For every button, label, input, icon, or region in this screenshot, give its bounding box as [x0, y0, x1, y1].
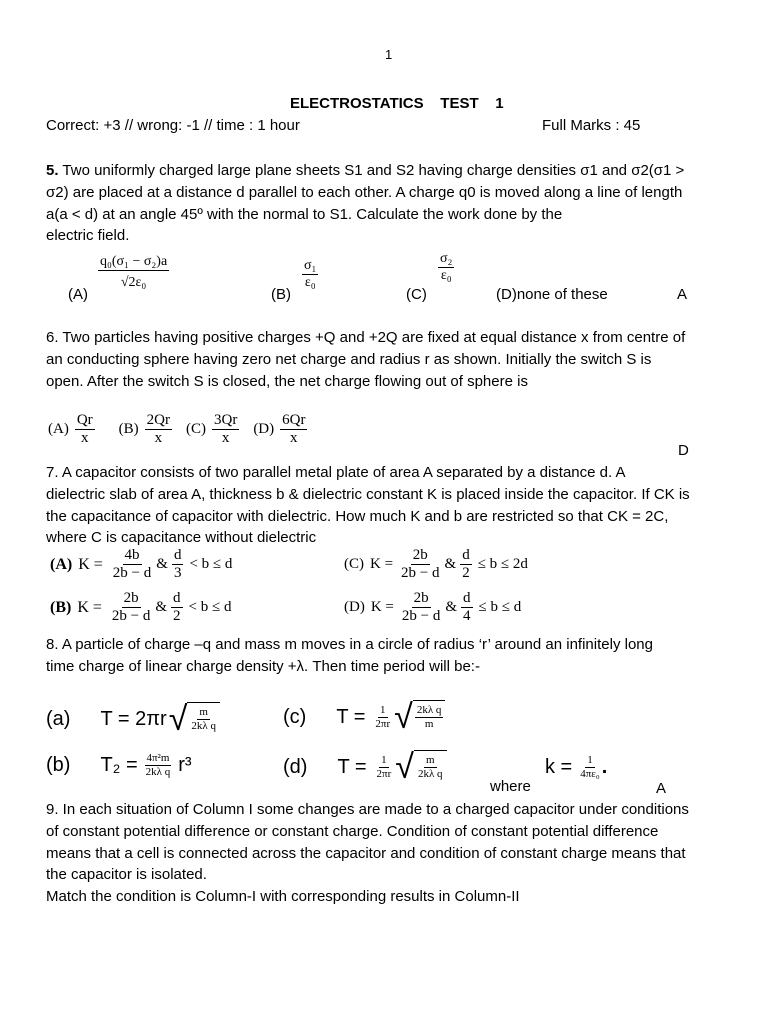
q5-option-a-label: (A) [68, 286, 88, 303]
q7-option-c-k: K = [370, 556, 394, 573]
q5-option-c-label: (C) [406, 286, 427, 303]
question-9 [46, 799, 689, 908]
q7-option-b-cond: < b ≤ d [188, 599, 232, 616]
question-5-number: 5. [46, 162, 59, 179]
sqrt-icon: √ [395, 748, 414, 786]
q8-k-denominator: 4πε₀ [580, 767, 600, 780]
q8-option-a-label: (a) [46, 707, 71, 730]
q8-option-d-denominator: 2kλ q [417, 768, 443, 780]
question-9-line: 9. In each situation of Column I some changes are made to a charged capacitor under conditions [46, 801, 689, 818]
question-6-line: an conducting sphere having zero net charge and radius r as shown. Initially the switch S is [46, 350, 652, 368]
q5-option-a-denominator: √2ε₀ [120, 275, 147, 291]
question-5-line: σ2) are placed at a distance d parallel to each other. A charge q0 is moved along a line of length [46, 183, 683, 201]
q8-option-d-sqrt [395, 750, 446, 784]
q6-options [48, 412, 307, 448]
q8-where: where [490, 778, 531, 795]
q7-option-d-fden: 4 [463, 608, 471, 625]
q7-option-d-label: (D) [344, 599, 365, 616]
question-5-line: a(a < d) at an angle 45º with the normal to S1. Calculate the work done by the [46, 205, 563, 223]
q7-option-c-fnum: d [460, 547, 472, 565]
q7-option-a-label: (A) [50, 555, 73, 573]
question-8 [46, 634, 653, 678]
question-5 [46, 160, 684, 247]
q5-option-b-formula [302, 258, 318, 291]
q7-option-c [344, 547, 528, 583]
q8-option-c-denominator: m [424, 718, 434, 730]
q6-option-c-denominator: x [221, 430, 230, 447]
q6-option-b [145, 412, 172, 448]
q7-option-a-amp: & [156, 556, 168, 573]
q8-option-a-lhs: T = 2πr [100, 707, 167, 730]
q5-option-b-denominator: ε₀ [304, 275, 316, 291]
q6-option-a-label: (A) [48, 421, 69, 438]
full-marks: Full Marks : 45 [542, 117, 641, 134]
question-6-line: open. After the switch S is closed, the net charge flowing out of sphere is [46, 372, 528, 390]
q8-option-c-label: (c) [283, 705, 307, 728]
q7-option-d-denominator: 2b − d [401, 608, 441, 625]
q6-answer: D [678, 442, 689, 459]
q5-option-d: (D)none of these [496, 286, 608, 303]
q7-option-a-cond: < b ≤ d [189, 556, 233, 573]
q8-option-d-coef-den: 2πr [376, 767, 392, 780]
q8-option-a-denominator: 2kλ q [191, 720, 216, 732]
q7-option-a-numerator: 4b [123, 547, 142, 565]
q7-option-c-denominator: 2b − d [401, 565, 440, 582]
q7-option-a-fnum: d [172, 547, 184, 565]
q7-option-b-denominator: 2b − d [111, 608, 151, 625]
q7-option-c-fden: 2 [462, 565, 470, 582]
q7-option-b-fden: 2 [173, 608, 181, 625]
q7-option-d [344, 590, 521, 626]
q7-option-c-cond: ≤ b ≤ 2d [477, 556, 528, 573]
q7-option-c-amp: & [444, 556, 457, 573]
q6-option-c-label: (C) [185, 421, 206, 438]
q8-option-c-numerator: 2kλ q [416, 704, 442, 717]
question-9-line: means that a cell is connected across the capacitor and condition of constant charge means that [46, 844, 686, 862]
q6-option-b-denominator: x [154, 430, 163, 447]
q8-option-b-denominator: 2kλ q [145, 765, 171, 778]
q5-option-a-numerator: q₀(σ₁ − σ₂)a [98, 254, 169, 271]
sqrt-icon: √ [394, 698, 413, 736]
test-title: ELECTROSTATICS TEST 1 [290, 95, 504, 112]
question-9-line: Match the condition is Column-I with corresponding results in Column-II [46, 888, 520, 906]
q8-k-lhs: k = [545, 755, 573, 778]
q8-option-a [46, 702, 220, 736]
question-8-line: 8. A particle of charge –q and mass m moves in a circle of radius ‘r’ around an infinitely long [46, 636, 653, 653]
q8-option-b-label: (b) [46, 753, 71, 776]
page-number: 1 [385, 47, 393, 62]
q6-option-a-numerator: Qr [75, 412, 95, 430]
q5-option-c-formula [438, 251, 454, 284]
q7-option-a-denominator: 2b − d [112, 565, 152, 582]
q7-option-d-numerator: 2b [412, 590, 431, 608]
q5-option-a-formula [98, 254, 169, 291]
q8-option-b-tail: r³ [178, 753, 192, 776]
q8-k-dot: . [601, 755, 608, 778]
question-9-line: of constant potential difference or constant charge. Condition of constant potential difference [46, 822, 659, 840]
q7-option-d-k: K = [370, 599, 394, 616]
q8-option-d-numerator: m [425, 754, 435, 767]
sqrt-icon: √ [168, 700, 188, 738]
q6-option-d [280, 412, 307, 448]
q8-k-definition [545, 754, 607, 780]
q5-option-c-denominator: ε₀ [440, 268, 452, 284]
q8-option-d-label: (d) [283, 755, 308, 778]
q6-option-d-numerator: 6Qr [280, 412, 307, 430]
q5-option-b-numerator: σ₁ [302, 258, 318, 275]
q8-option-b-numerator: 4π²m [146, 752, 170, 764]
q6-option-b-label: (B) [118, 421, 139, 438]
q8-option-a-numerator: m [199, 706, 208, 719]
question-7-line: 7. A capacitor consists of two parallel metal plate of area A separated by a distance d. A [46, 464, 626, 481]
q6-option-d-label: (D) [253, 421, 275, 438]
q7-option-b-numerator: 2b [122, 590, 141, 608]
q7-option-b-k: K = [77, 598, 102, 616]
q8-option-c-lhs: T = [336, 705, 366, 728]
q7-option-a-fden: 3 [173, 565, 182, 582]
q8-option-c [283, 700, 445, 734]
q6-option-b-numerator: 2Qr [145, 412, 172, 430]
q6-option-c-numerator: 3Qr [212, 412, 239, 430]
question-7-line: where C is capacitance without dielectric [46, 529, 317, 547]
question-7 [46, 462, 690, 549]
q8-k-numerator: 1 [587, 754, 593, 766]
q7-option-d-fnum: d [461, 590, 473, 608]
q5-option-c-numerator: σ₂ [438, 251, 454, 268]
q7-option-c-label: (C) [344, 556, 364, 573]
q7-option-c-numerator: 2b [411, 547, 430, 565]
q7-option-b-label: (B) [50, 598, 72, 616]
q8-option-c-coef-den: 2πr [375, 717, 391, 730]
q8-option-b-lhs: T₂ = [100, 753, 138, 776]
q8-option-b [46, 752, 192, 778]
question-6 [46, 327, 685, 392]
marking-scheme: Correct: +3 // wrong: -1 // time : 1 hour [46, 117, 300, 134]
question-7-line: dielectric slab of area A, thickness b & dielectric constant K is placed inside the capacitor. If CK is [46, 485, 690, 503]
q7-option-d-amp: & [445, 599, 458, 616]
question-5-line: electric field. [46, 227, 130, 245]
question-6-line: 6. Two particles having positive charges +Q and +2Q are fixed at equal distance x from centre of [46, 329, 686, 346]
question-7-line: the capacitance of capacitor with dielectric. How much K and b are restricted so that CK = 2C, [46, 507, 669, 525]
q8-answer: A [656, 780, 667, 797]
q8-option-d-coef-num: 1 [381, 753, 387, 766]
q6-option-d-denominator: x [290, 430, 298, 447]
q5-option-b-label: (B) [271, 286, 291, 303]
q5-answer: A [677, 286, 688, 303]
question-9-line: the capacitor is isolated. [46, 866, 207, 884]
q7-option-b-fnum: d [171, 590, 183, 608]
q8-option-a-sqrt [169, 702, 220, 736]
q7-option-d-cond: ≤ b ≤ d [478, 599, 522, 616]
q8-option-c-coef-num: 1 [380, 703, 386, 716]
q8-option-c-sqrt [394, 700, 445, 734]
question-8-line: time charge of linear charge density +λ. Then time period will be:- [46, 657, 480, 675]
q6-option-a [75, 412, 95, 448]
q6-option-c [212, 412, 239, 448]
q7-option-b-amp: & [155, 599, 168, 616]
q6-option-a-denominator: x [80, 430, 89, 447]
question-5-line: Two uniformly charged large plane sheets S1 and S2 having charge densities σ1 and σ2(σ1 > [58, 162, 685, 179]
q7-option-a [50, 547, 232, 583]
q7-option-b [50, 590, 232, 626]
q8-option-d [283, 750, 447, 784]
q8-option-d-lhs: T = [337, 755, 367, 778]
q7-option-a-k: K = [78, 555, 103, 573]
